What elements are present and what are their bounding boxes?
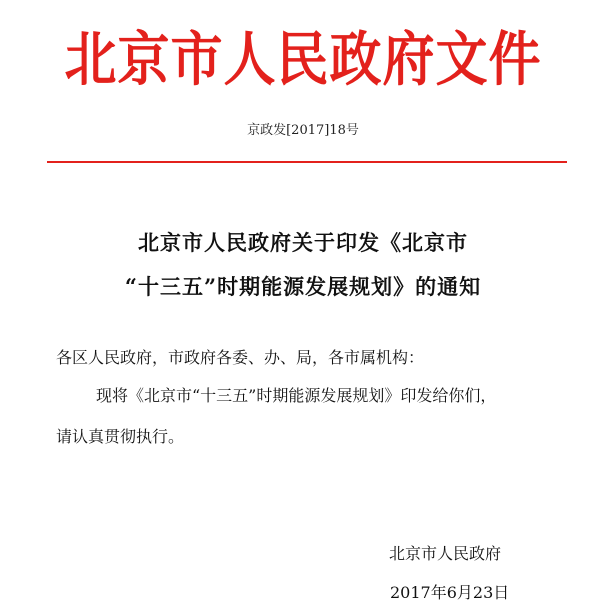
salutation: 各区人民政府，市政府各委、办、局，各市属机构： (56, 348, 425, 367)
notice-title-line-1: 北京市人民政府关于印发《北京市 (138, 230, 468, 255)
issuer-signature: 北京市人民政府 (389, 544, 502, 563)
body-paragraph-line-1: 现将《北京市“十三五”时期能源发展规划》印发给你们， (96, 386, 497, 405)
document-header-title: 北京市人民政府文件 (64, 26, 542, 95)
document-number: 京政发[2017]18号 (247, 123, 359, 138)
body-paragraph-line-2: 请认真贯彻执行。 (56, 427, 185, 446)
header-divider-line (47, 161, 567, 163)
issue-date: 2017年6月23日 (390, 583, 510, 602)
notice-title-line-2: “十三五”时期能源发展规划》的通知 (124, 274, 482, 299)
